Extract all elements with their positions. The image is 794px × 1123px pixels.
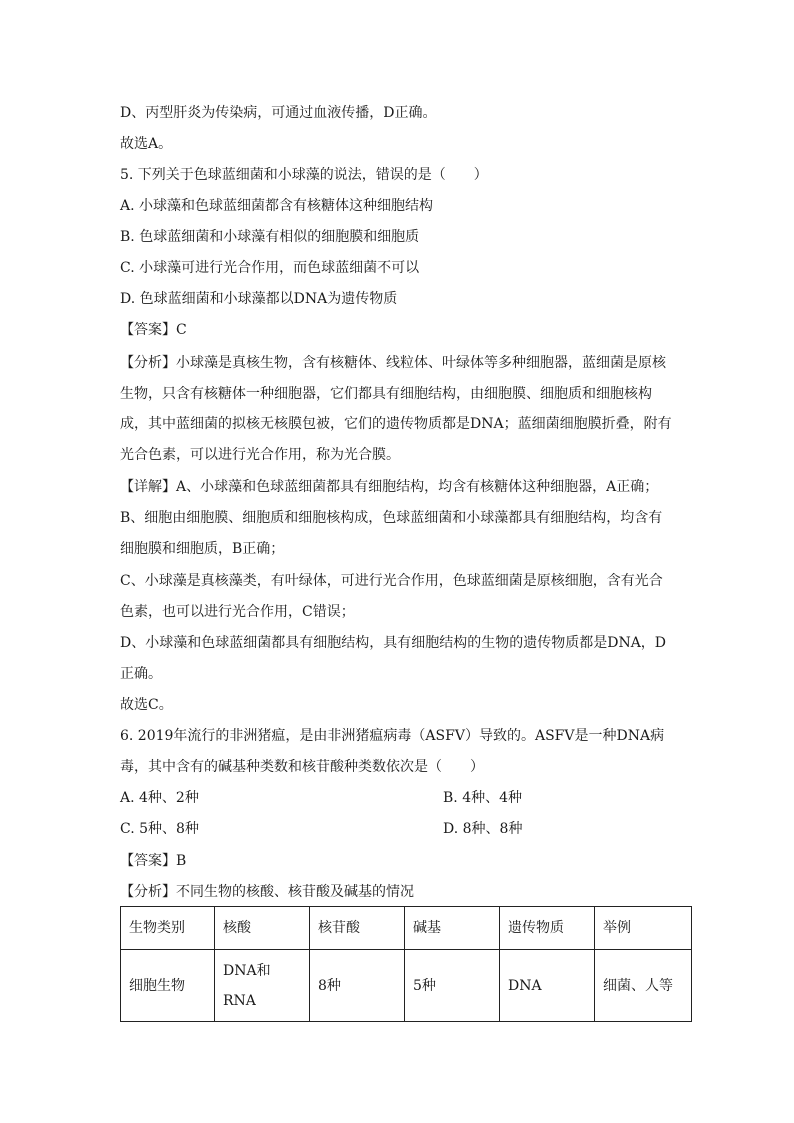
table-header-cell: 碱基 [405,907,500,950]
table-cell [215,950,310,1022]
option-d: D. 色球蓝细菌和小球藻都以DNA为遗传物质 [120,291,398,307]
table-cell: 5种 [405,950,500,1022]
nucleic-acid-table [120,906,692,1022]
detail-line: D、小球藻和色球蓝细菌都具有细胞结构，具有细胞结构的生物的遗传物质都是DNA，D [120,635,667,651]
detail-line: 正确。 [120,666,162,682]
analysis-line: 【分析】不同生物的核酸、核苷酸及碱基的情况 [120,884,414,900]
option-c: C. 5种、8种 [120,821,199,837]
analysis-line: 光合色素，可以进行光合作用，称为光合膜。 [120,447,400,463]
option-b: B. 色球蓝细菌和小球藻有相似的细胞膜和细胞质 [120,229,420,245]
option-b: B. 4种、4种 [443,790,523,806]
text-line: 故选C。 [120,697,173,713]
detail-line: 色素，也可以进行光合作用，C错误； [120,604,355,620]
text-line: 故选A。 [120,136,173,152]
table-cell-line: DNA和 [223,962,271,979]
question-6-stem: 毒，其中含有的碱基种类数和核苷酸种类数依次是（ ） [120,759,484,775]
question-6-stem: 6. 2019年流行的非洲猪瘟，是由非洲猪瘟病毒（ASFV）导致的。ASFV是一种DNA病 [120,728,665,744]
detail-line: B、细胞由细胞膜、细胞质和细胞核构成，色球蓝细菌和小球藻都具有细胞结构，均含有 [120,510,663,526]
analysis-line: 成，其中蓝细菌的拟核无核膜包被，它们的遗传物质都是DNA；蓝细菌细胞膜折叠，附有 [120,416,672,432]
table-cell: 8种 [310,950,405,1022]
detail-line: 【详解】A、小球藻和色球蓝细菌都具有细胞结构，均含有核糖体这种细胞器，A正确； [120,479,659,495]
analysis-line: 【分析】小球藻是真核生物，含有核糖体、线粒体、叶绿体等多种细胞器，蓝细菌是原核 [120,355,666,371]
detail-line: 细胞膜和细胞质，B正确； [120,541,285,557]
analysis-line: 生物，只含有核糖体一种细胞器，它们都具有细胞结构，由细胞膜、细胞质和细胞核构 [120,386,652,402]
table-header-row [121,907,692,950]
table-cell: DNA [500,950,595,1022]
table-cell: 细菌、人等 [595,950,692,1022]
text-line: D、丙型肝炎为传染病，可通过血液传播，D正确。 [120,105,437,121]
option-a: A. 4种、2种 [120,790,199,806]
table-header-cell: 核酸 [215,907,310,950]
answer-line: 【答案】C [120,322,187,338]
table-cell: 细胞生物 [121,950,215,1022]
table-header-cell: 核苷酸 [310,907,405,950]
option-a: A. 小球藻和色球蓝细菌都含有核糖体这种细胞结构 [120,198,434,214]
table-header-cell: 遗传物质 [500,907,595,950]
option-c: C. 小球藻可进行光合作用，而色球蓝细菌不可以 [120,260,420,276]
table-cell-line: RNA [223,992,256,1009]
question-5-stem: 5. 下列关于色球蓝细菌和小球藻的说法，错误的是（ ） [120,167,488,183]
detail-line: C、小球藻是真核藻类，有叶绿体，可进行光合作用，色球蓝细菌是原核细胞，含有光合 [120,573,663,589]
option-d: D. 8种、8种 [443,821,523,837]
answer-line: 【答案】B [120,853,187,869]
table-row [121,950,692,1022]
table-header-cell: 举例 [595,907,692,950]
table-header-cell: 生物类别 [121,907,215,950]
